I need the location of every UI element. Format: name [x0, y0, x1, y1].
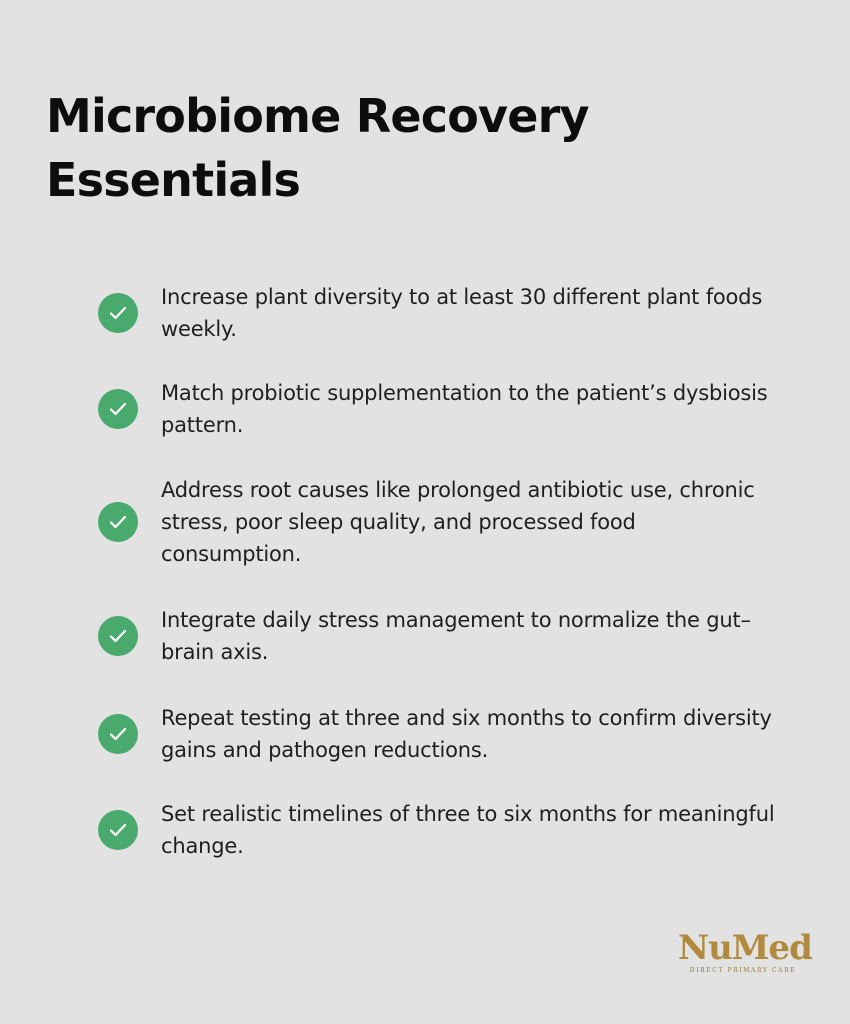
- logo-name: NuMed: [678, 928, 812, 968]
- numed-logo: [678, 928, 812, 974]
- check-circle-icon: [98, 389, 138, 429]
- check-circle-icon: [98, 502, 138, 542]
- page-title: Microbiome Recovery Essentials: [46, 89, 589, 207]
- list-item: [98, 474, 798, 570]
- list-item: [98, 702, 798, 766]
- check-circle-icon: [98, 810, 138, 850]
- list-item-text: Set realistic timelines of three to six months for meaningful change.: [161, 802, 775, 858]
- list-item-text: Match probiotic supplementation to the patient’s dysbiosis pattern.: [161, 381, 768, 437]
- check-circle-icon: [98, 714, 138, 754]
- list-item: [98, 377, 798, 441]
- list-item-text: Repeat testing at three and six months to confirm diversity gains and pathogen reductions.: [161, 706, 772, 762]
- list-item-text: Integrate daily stress management to normalize the gut–brain axis.: [161, 608, 751, 664]
- check-circle-icon: [98, 616, 138, 656]
- list-item-text: Address root causes like prolonged antibiotic use, chronic stress, poor sleep quality, and processed food consumption.: [161, 478, 755, 566]
- list-item: [98, 281, 798, 345]
- logo-tagline: DIRECT PRIMARY CARE: [689, 967, 797, 974]
- list-item: [98, 604, 798, 668]
- list-item-text: Increase plant diversity to at least 30 different plant foods weekly.: [161, 285, 763, 341]
- check-circle-icon: [98, 293, 138, 333]
- list-item: [98, 798, 798, 862]
